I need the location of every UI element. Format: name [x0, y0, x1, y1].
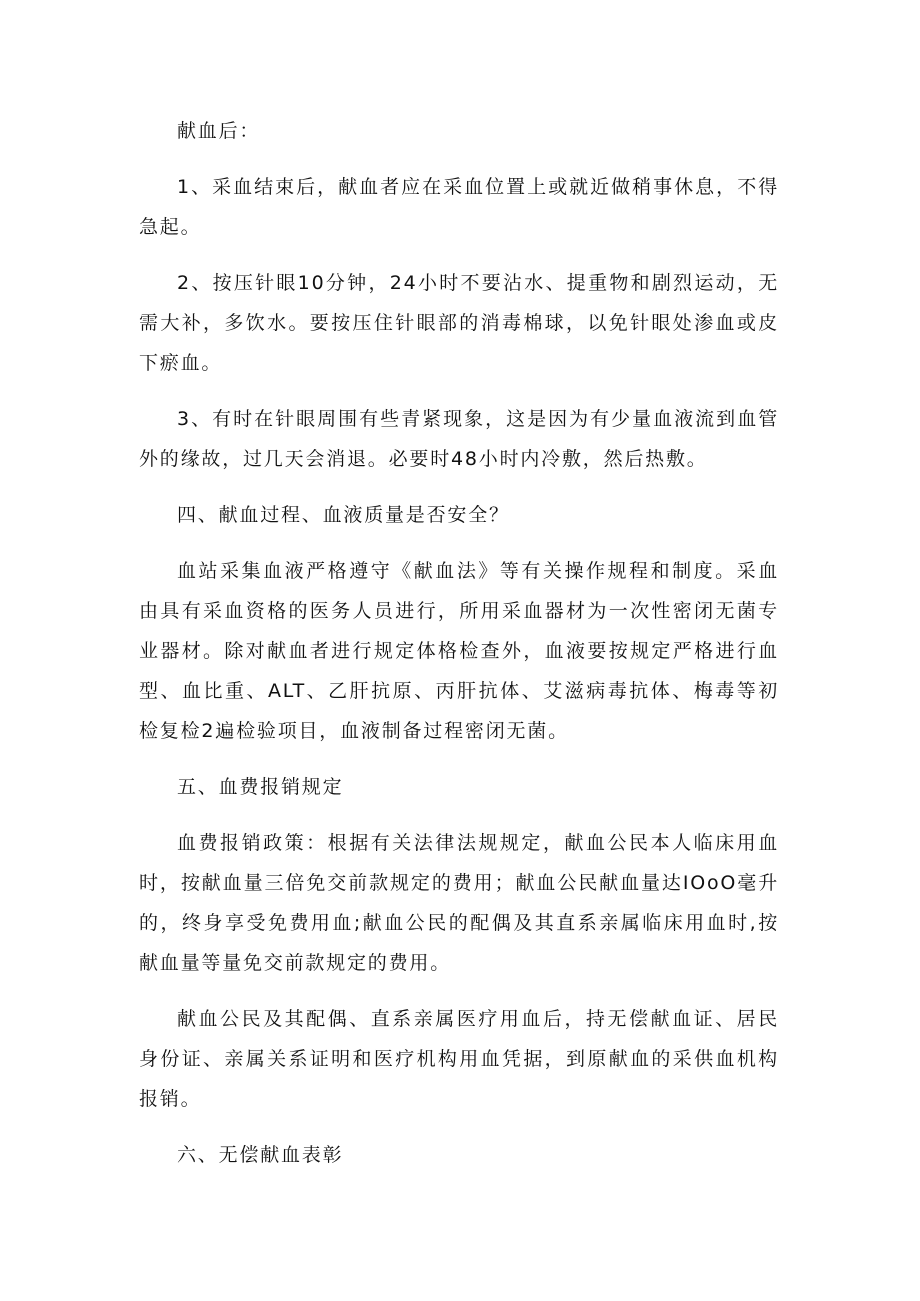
paragraph-blood-safety: 血站采集血液严格遵守《献血法》等有关操作规程和制度。采血由具有采血资格的医务人员进行，所用采血器材为一次性密闭无菌专业器材。除对献血者进行规定体格检查外，血液要按规定严格进行血型、血比重、ALT、乙肝抗原、丙肝抗体、艾滋病毒抗体、梅毒等初检复检2遍检验项目，血液制备过程密闭无菌。: [139, 560, 779, 742]
paragraph-item-2: 2、按压针眼10分钟，24小时不要沾水、提重物和剧烈运动，无需大补，多饮水。要按压住针眼部的消毒棉球，以免针眼处渗血或皮下瘀血。: [139, 272, 779, 374]
document-body: [139, 111, 779, 1191]
paragraph-reimbursement-process: 献血公民及其配偶、直系亲属医疗用血后，持无偿献血证、居民身份证、亲属关系证明和医疗机构用血凭据，到原献血的采供血机构报销。: [139, 1008, 779, 1110]
section-heading-six: 六、无偿献血表彰: [177, 1144, 344, 1166]
paragraph-item-1: 1、采血结束后，献血者应在采血位置上或就近做稍事休息，不得急起。: [139, 176, 779, 238]
section-heading-four: 四、献血过程、血液质量是否安全？: [177, 504, 510, 526]
section-heading-after-donation: 献血后：: [177, 120, 261, 142]
section-heading-five: 五、血费报销规定: [177, 776, 344, 798]
paragraph-reimbursement-policy: 血费报销政策：根据有关法律法规规定，献血公民本人临床用血时，按献血量三倍免交前款规定的费用；献血公民献血量达IOoO毫升的，终身享受免费用血;献血公民的配偶及其直系亲属临床用血时,按献血量等量免交前款规定的费用。: [139, 832, 779, 974]
paragraph-item-3: 3、有时在针眼周围有些青紧现象，这是因为有少量血液流到血管外的缘故，过几天会消退。必要时48小时内冷敷，然后热敷。: [139, 408, 779, 470]
